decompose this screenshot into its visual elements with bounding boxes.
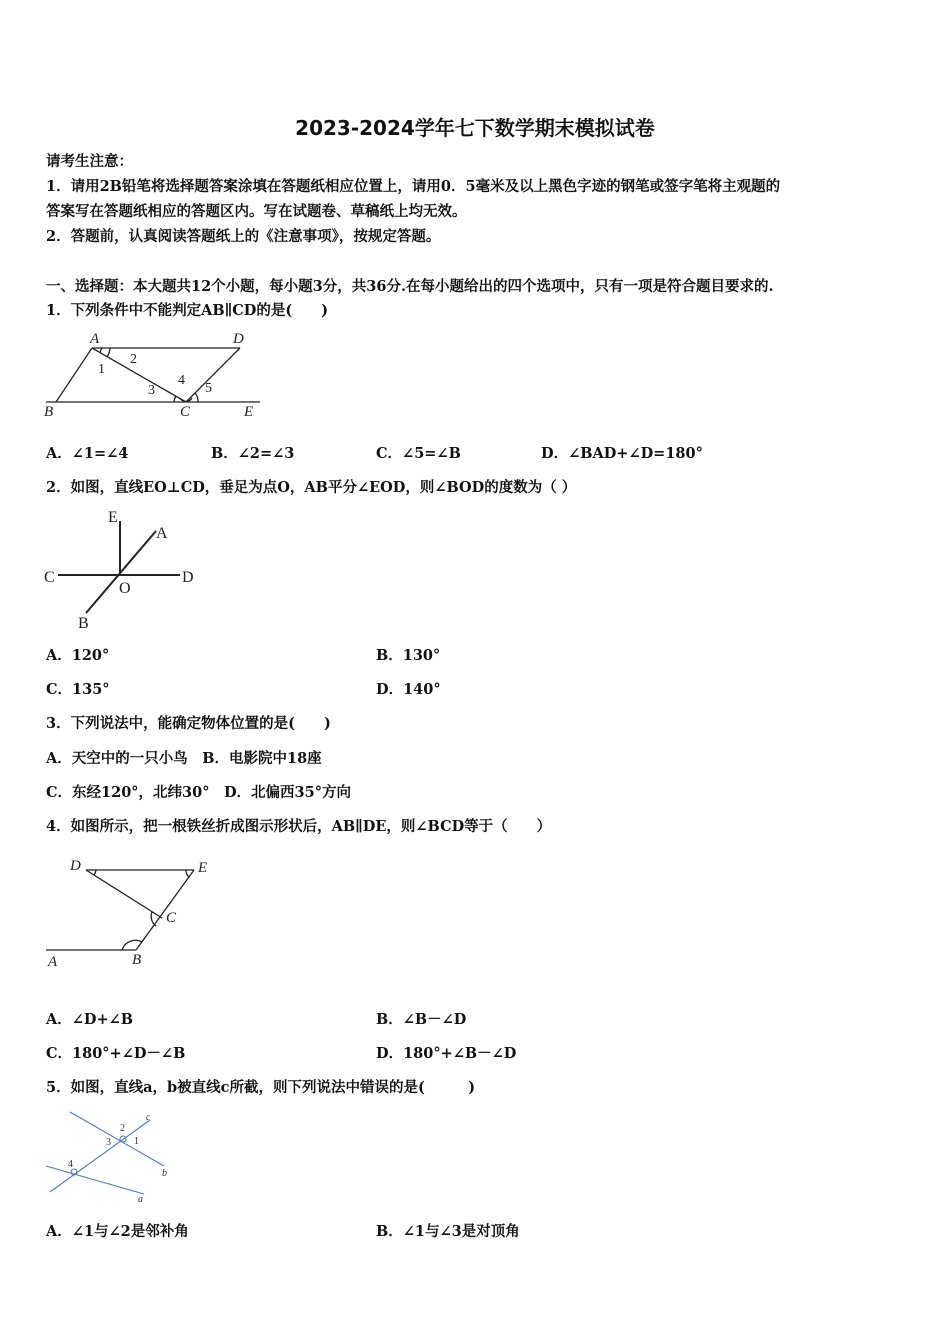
q2-option-d[interactable]: D．140° xyxy=(376,681,441,698)
q5-option-b[interactable]: B．∠1与∠3是对顶角 xyxy=(376,1223,520,1240)
notice-line-3: 2．答题前，认真阅读答题纸上的《注意事项》，按规定答题。 xyxy=(46,228,441,245)
q1-label-d: D xyxy=(233,331,244,347)
page-title: 2023-2024学年七下数学期末模拟试卷 xyxy=(295,116,655,140)
q5-stem: 5．如图，直线a，b被直线c所截，则下列说法中错误的是( ) xyxy=(46,1079,476,1096)
q4-arc-e xyxy=(186,870,189,877)
q1-option-b[interactable]: B．∠2=∠3 xyxy=(211,445,295,462)
q1-option-c[interactable]: C．∠5=∠B xyxy=(376,445,461,462)
q4-label-a: A xyxy=(48,954,58,970)
q1-angle-5: 5 xyxy=(205,381,212,396)
q4-option-b[interactable]: B．∠B－∠D xyxy=(376,1011,467,1028)
q5-label-b: b xyxy=(162,1168,167,1179)
q4-label-d: D xyxy=(70,858,81,874)
q1-angle-2: 2 xyxy=(130,352,137,367)
q1-arc-5 xyxy=(195,393,198,402)
q1-label-c: C xyxy=(180,404,191,420)
q3-options-row-1[interactable]: A．天空中的一只小鸟 B．电影院中18座 xyxy=(46,750,322,767)
q5-label-c: c xyxy=(146,1112,151,1123)
q2-figure xyxy=(40,505,200,633)
q5-label-a: a xyxy=(138,1194,143,1205)
q1-line-ac xyxy=(92,348,186,402)
q5-angle-3: 3 xyxy=(106,1137,111,1148)
q4-stem: 4．如图所示，把一根铁丝折成图示形状后，AB∥DE，则∠BCD等于（ ） xyxy=(46,818,552,835)
q5-option-a[interactable]: A．∠1与∠2是邻补角 xyxy=(46,1223,189,1240)
notice-line-2: 答案写在答题纸相应的答题区内。写在试题卷、草稿纸上均无效。 xyxy=(46,203,467,220)
q4-arc-d xyxy=(94,870,96,875)
q4-figure xyxy=(40,852,230,972)
q1-arc-3 xyxy=(174,396,176,402)
q5-line-a xyxy=(46,1166,144,1194)
q1-angle-1: 1 xyxy=(98,362,105,377)
q2-label-d: D xyxy=(182,569,194,586)
q4-option-d[interactable]: D．180°+∠B－∠D xyxy=(376,1045,517,1062)
q3-options-row-2[interactable]: C．东经120°，北纬30° D．北偏西35°方向 xyxy=(46,784,351,801)
q4-label-b: B xyxy=(132,952,142,968)
q1-line-cd xyxy=(186,348,240,402)
q2-label-b: B xyxy=(78,615,89,632)
q2-label-o: O xyxy=(119,580,131,597)
q4-label-e: E xyxy=(198,860,208,876)
q5-figure xyxy=(40,1106,180,1206)
q2-option-c[interactable]: C．135° xyxy=(46,681,110,698)
q1-figure xyxy=(40,328,270,420)
q1-angle-4: 4 xyxy=(178,373,185,388)
q1-angle-3: 3 xyxy=(148,383,155,398)
q1-option-d[interactable]: D．∠BAD+∠D=180° xyxy=(541,445,703,462)
q1-option-a[interactable]: A．∠1=∠4 xyxy=(46,445,129,462)
q5-angle-1: 1 xyxy=(134,1136,139,1147)
q1-label-a: A xyxy=(90,331,100,347)
q1-label-b: B xyxy=(44,404,54,420)
q1-label-e: E xyxy=(244,404,254,420)
notice-heading: 请考生注意： xyxy=(46,153,133,170)
q4-line-eb xyxy=(136,870,194,950)
q2-label-e: E xyxy=(108,509,118,526)
q4-option-a[interactable]: A．∠D+∠B xyxy=(46,1011,134,1028)
q4-line-dc xyxy=(86,870,162,918)
q3-stem: 3．下列说法中，能确定物体位置的是( ) xyxy=(46,715,331,732)
q1-line-ab xyxy=(56,348,92,402)
q2-stem: 2．如图，直线EO⊥CD，垂足为点O，AB平分∠EOD，则∠BOD的度数为（ ） xyxy=(46,479,577,496)
q2-option-a[interactable]: A．120° xyxy=(46,647,110,664)
q4-option-c[interactable]: C．180°+∠D－∠B xyxy=(46,1045,186,1062)
notice-line-1: 1．请用2B铅笔将选择题答案涂填在答题纸相应位置上，请用0．5毫米及以上黑色字迹的钢笔或签字笔将主观题的 xyxy=(46,178,781,195)
q2-option-b[interactable]: B．130° xyxy=(376,647,441,664)
section-heading: 一、选择题：本大题共12个小题，每小题3分，共36分.在每小题给出的四个选项中，只有一项是符合题目要求的. xyxy=(46,278,774,295)
q5-angle-2: 2 xyxy=(120,1123,125,1134)
q1-arc-2 xyxy=(107,348,110,357)
q2-label-c: C xyxy=(44,569,55,586)
q1-arc-1 xyxy=(100,348,102,353)
q4-label-c: C xyxy=(166,910,177,926)
q5-angle-4: 4 xyxy=(68,1159,73,1170)
q1-stem: 1．下列条件中不能判定AB∥CD的是( ) xyxy=(46,302,329,319)
q2-label-a: A xyxy=(156,525,168,542)
